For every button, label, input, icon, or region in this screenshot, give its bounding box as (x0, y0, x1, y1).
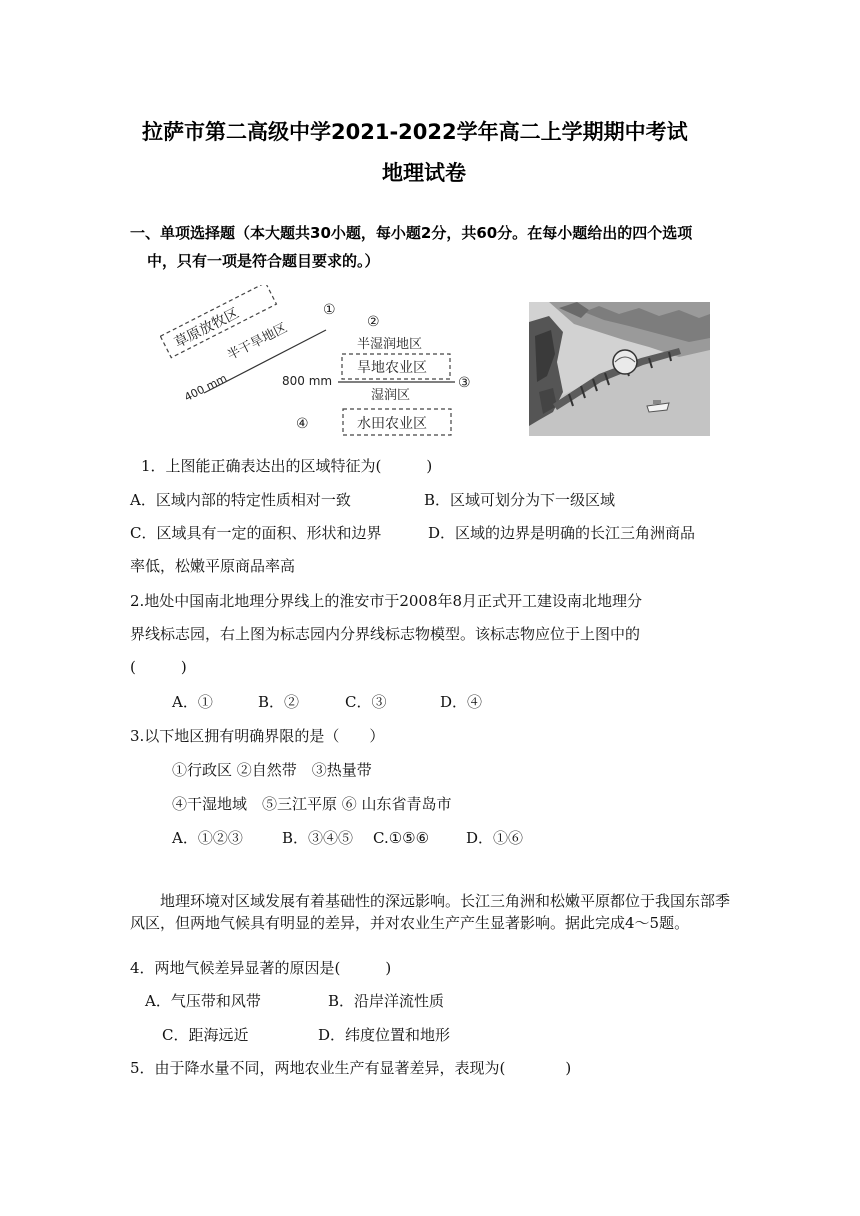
section-heading-line1: 一、单项选择题（本大题共30小题，每小题2分，共60分。在每小题给出的四个选项 (130, 224, 693, 242)
exam-subtitle: 地理试卷 (382, 161, 466, 185)
dryfarm-label: 旱地农业区 (357, 360, 427, 376)
q4-option-b: B．沿岸洋流性质 (328, 992, 445, 1010)
q3-option-b: B．③④⑤ (282, 829, 354, 847)
q3-items-line1: ①行政区 ②自然带 ③热量带 (172, 761, 372, 779)
mm800-label: 800 mm (282, 374, 333, 388)
q2-option-c: C．③ (345, 693, 387, 711)
q2-option-d: D．④ (440, 693, 483, 711)
exam-title: 拉萨市第二高级中学2021-2022学年高二上学期期中考试 (142, 120, 688, 144)
region-diagram (160, 285, 490, 445)
landmark-model-photo (529, 302, 710, 436)
q3-option-a: A．①②③ (172, 829, 243, 847)
marker-3: ③ (458, 375, 471, 391)
q3-option-d: D．①⑥ (466, 829, 524, 847)
q2-line2: 界线标志园，右上图为标志园内分界线标志物模型。该标志物应位于上图中的 (130, 625, 641, 643)
q4-stem: 4．两地气候差异显著的原因是( ) (130, 959, 392, 977)
q4-option-a: A．气压带和风带 (145, 992, 261, 1010)
marker-1: ① (323, 302, 336, 318)
marker-2: ② (367, 314, 380, 330)
q1-stem: 1．上图能正确表达出的区域特征为( ) (141, 457, 433, 475)
q2-option-b: B．② (258, 693, 300, 711)
semihumid-label: 半湿润地区 (357, 337, 423, 352)
q1-option-b: B．区域可划分为下一级区域 (424, 491, 616, 509)
q1-option-d-line1: D．区域的边界是明确的长江三角洲商品 (428, 524, 696, 542)
q5-stem: 5．由于降水量不同，两地农业生产有显著差异，表现为( ) (130, 1059, 572, 1077)
q2-line1: 2.地处中国南北地理分界线上的淮安市于2008年8月正式开工建设南北地理分 (130, 592, 643, 610)
q1-option-d-line2: 率低，松嫩平原商品率高 (130, 557, 296, 575)
q1-option-a: A．区域内部的特定性质相对一致 (130, 491, 351, 509)
humid-label: 湿润区 (371, 388, 411, 403)
q4-option-c: C．距海远近 (162, 1026, 249, 1044)
paddy-label: 水田农业区 (357, 416, 427, 432)
grassland-label: 草原放牧区 (172, 305, 242, 352)
q2-line3: ( ) (130, 658, 187, 676)
q3-stem: 3.以下地区拥有明确界限的是（ ） (130, 727, 385, 745)
q3-option-c: C.①⑤⑥ (373, 829, 430, 847)
mm400-label: 400 mm (182, 371, 230, 405)
marker-4: ④ (296, 416, 309, 432)
section-heading-line2: 中，只有一项是符合题目要求的。） (147, 252, 380, 270)
semiarid-label: 半干旱地区 (225, 320, 290, 364)
q3-items-line2: ④干湿地域 ⑤三江平原 ⑥ 山东省青岛市 (172, 795, 452, 813)
q2-option-a: A．① (172, 693, 213, 711)
q1-option-c: C．区域具有一定的面积、形状和边界 (130, 524, 382, 542)
passage: 地理环境对区域发展有着基础性的深远影响。长江三角洲和松嫩平原都位于我国东部季风区，但两地气候具有明显的差异，并对农业生产产生显著影响。据此完成4～5题。 (130, 892, 731, 932)
q4-option-d: D．纬度位置和地形 (318, 1026, 451, 1044)
